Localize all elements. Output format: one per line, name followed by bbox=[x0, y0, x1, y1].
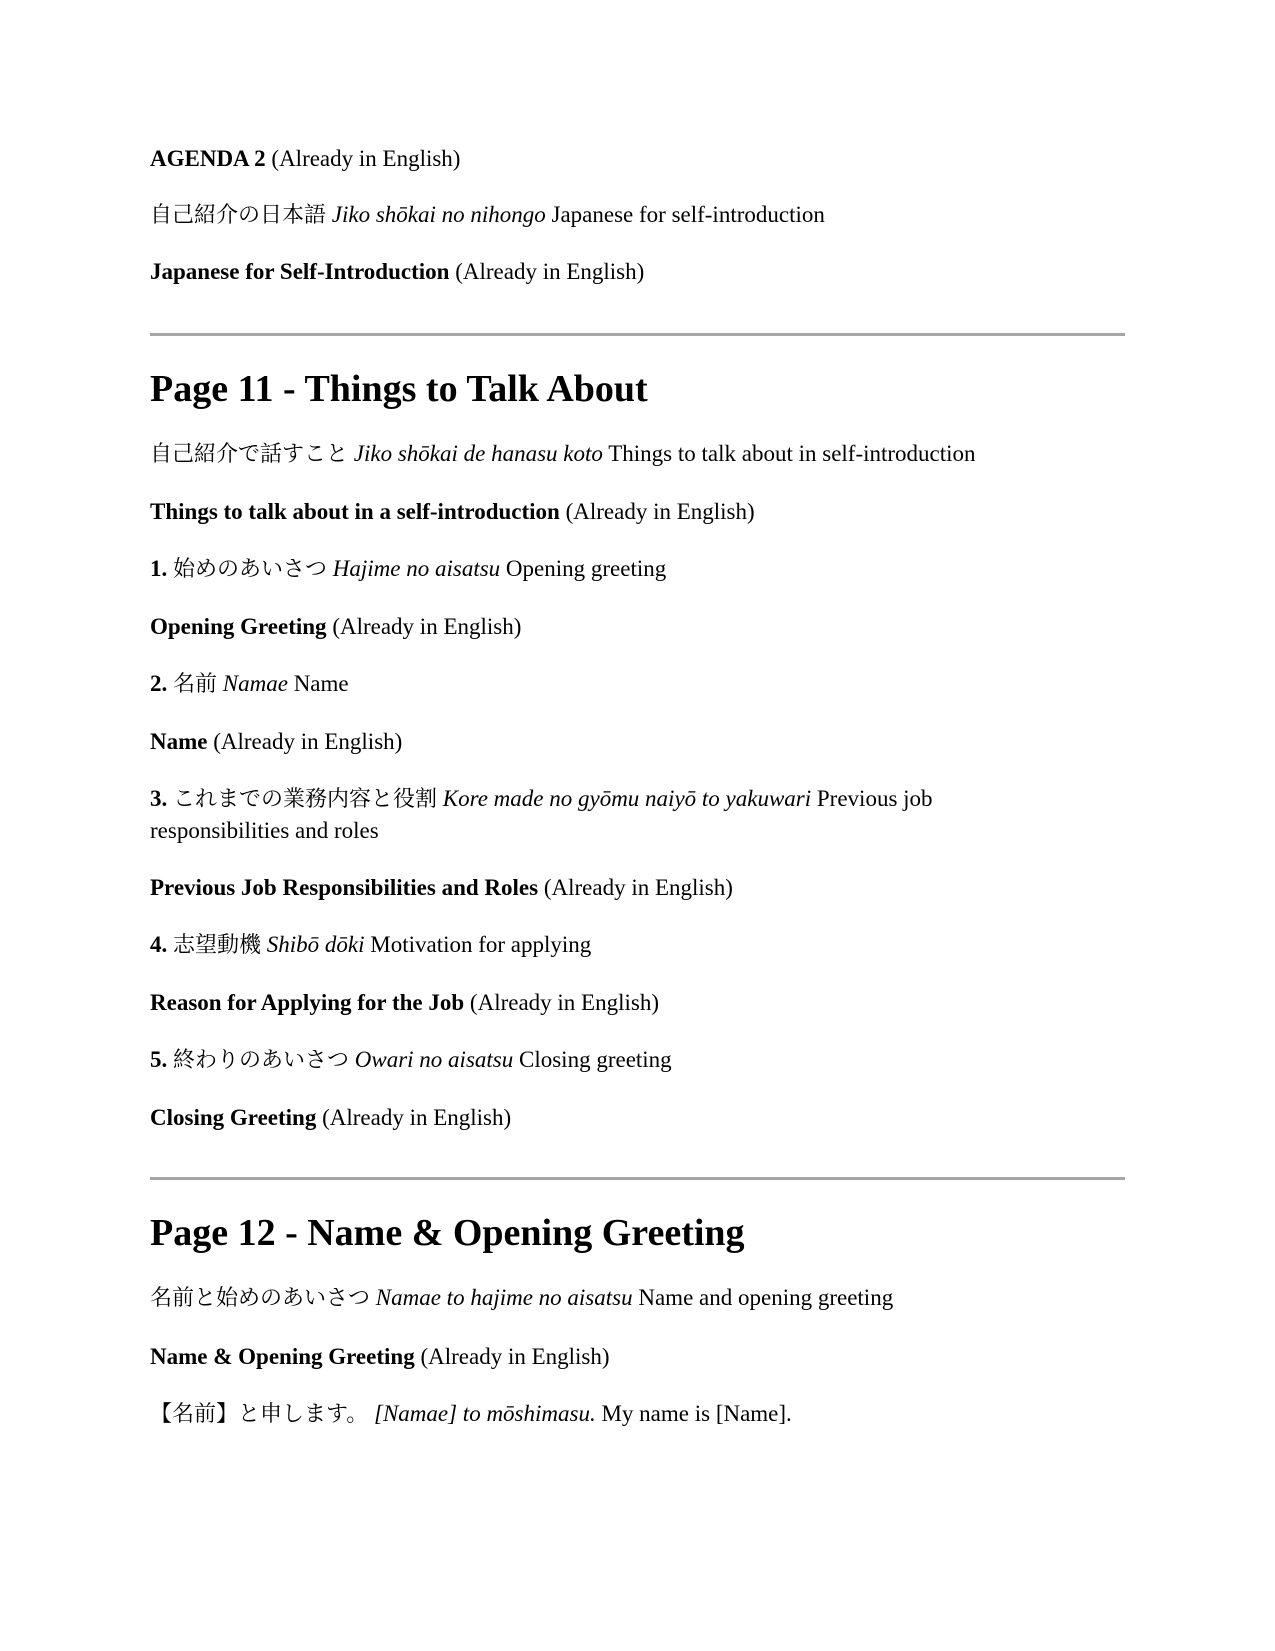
item-en: Name bbox=[293, 671, 349, 696]
agenda-translation-line bbox=[150, 199, 1125, 231]
item-en: Opening greeting bbox=[505, 556, 667, 581]
page12-phrase-line bbox=[150, 1398, 1125, 1430]
item-note: (Already in English) bbox=[322, 1105, 512, 1130]
item-heading: Name bbox=[150, 729, 208, 754]
page12-heading: Name & Opening Greeting bbox=[150, 1344, 415, 1369]
page11-intro-jp: 自己紹介で話すこと bbox=[150, 442, 349, 467]
item-romaji: Hajime no aisatsu bbox=[332, 556, 501, 581]
item-en: Closing greeting bbox=[519, 1047, 672, 1072]
agenda-heading: Japanese for Self-Introduction bbox=[150, 259, 450, 284]
page12-intro-romaji: Namae to hajime no aisatsu bbox=[375, 1285, 633, 1310]
list-item-heading bbox=[150, 872, 1125, 903]
item-note: (Already in English) bbox=[213, 729, 403, 754]
item-note: (Already in English) bbox=[469, 990, 659, 1015]
item-number: 5. bbox=[150, 1047, 168, 1072]
page11-title: Page 11 - Things to Talk About bbox=[150, 368, 648, 410]
phrase-en: My name is [Name]. bbox=[601, 1401, 792, 1426]
page11-intro-en: Things to talk about in self-introduction bbox=[608, 441, 976, 466]
item-heading: Reason for Applying for the Job bbox=[150, 990, 465, 1015]
page12-intro-en: Name and opening greeting bbox=[638, 1285, 894, 1310]
list-item bbox=[150, 668, 1125, 700]
item-note: (Already in English) bbox=[332, 614, 522, 639]
list-item bbox=[150, 1044, 1125, 1076]
list-item bbox=[150, 783, 1000, 846]
item-number: 4. bbox=[150, 932, 168, 957]
agenda-heading-line bbox=[150, 256, 1125, 287]
item-romaji: Owari no aisatsu bbox=[354, 1047, 514, 1072]
page12-intro-line bbox=[150, 1282, 1125, 1314]
page12-heading-line bbox=[150, 1341, 1125, 1372]
agenda-romaji: Jiko shōkai no nihongo bbox=[331, 202, 546, 227]
list-item-heading bbox=[150, 1102, 1125, 1133]
list-item bbox=[150, 553, 1125, 585]
page11-intro-line bbox=[150, 438, 1125, 470]
item-en: Motivation for applying bbox=[370, 932, 592, 957]
item-romaji: Kore made no gyōmu naiyō to yakuwari bbox=[442, 786, 812, 811]
item-jp: 終わりのあいさつ bbox=[173, 1048, 350, 1073]
item-number: 3. bbox=[150, 786, 168, 811]
item-jp: 始めのあいさつ bbox=[173, 557, 328, 582]
page11-heading-line bbox=[150, 496, 1125, 527]
section-divider bbox=[150, 1177, 1125, 1180]
agenda-heading-note: (Already in English) bbox=[455, 259, 645, 284]
item-jp: 志望動機 bbox=[173, 933, 262, 958]
item-jp: 名前 bbox=[173, 672, 218, 697]
page11-heading-note: (Already in English) bbox=[565, 499, 755, 524]
item-en: Previous job responsibilities and roles bbox=[150, 786, 933, 843]
page11-intro-romaji: Jiko shōkai de hanasu koto bbox=[353, 441, 603, 466]
item-romaji: Shibō dōki bbox=[266, 932, 365, 957]
agenda-note: (Already in English) bbox=[271, 146, 461, 171]
item-heading: Opening Greeting bbox=[150, 614, 327, 639]
page12-title: Page 12 - Name & Opening Greeting bbox=[150, 1212, 745, 1254]
list-item bbox=[150, 929, 1125, 961]
page11-heading: Things to talk about in a self-introduction bbox=[150, 499, 560, 524]
agenda-en: Japanese for self-introduction bbox=[551, 202, 825, 227]
phrase-jp: 【名前】と申します。 bbox=[150, 1402, 369, 1427]
list-item-heading bbox=[150, 611, 1125, 642]
item-romaji: Namae bbox=[222, 671, 288, 696]
item-heading: Previous Job Responsibilities and Roles bbox=[150, 875, 539, 900]
list-item-heading bbox=[150, 726, 1125, 757]
list-item-heading bbox=[150, 987, 1125, 1018]
item-number: 2. bbox=[150, 671, 168, 696]
item-number: 1. bbox=[150, 556, 168, 581]
item-note: (Already in English) bbox=[543, 875, 733, 900]
page12-intro-jp: 名前と始めのあいさつ bbox=[150, 1286, 371, 1311]
section-divider bbox=[150, 333, 1125, 336]
agenda-title: AGENDA 2 bbox=[150, 146, 266, 171]
item-heading: Closing Greeting bbox=[150, 1105, 317, 1130]
phrase-romaji: [Namae] to mōshimasu. bbox=[374, 1401, 596, 1426]
page12-heading-note: (Already in English) bbox=[420, 1344, 610, 1369]
agenda-line bbox=[150, 143, 1125, 174]
item-jp: これまでの業務内容と役割 bbox=[173, 787, 438, 812]
agenda-jp: 自己紹介の日本語 bbox=[150, 203, 327, 228]
